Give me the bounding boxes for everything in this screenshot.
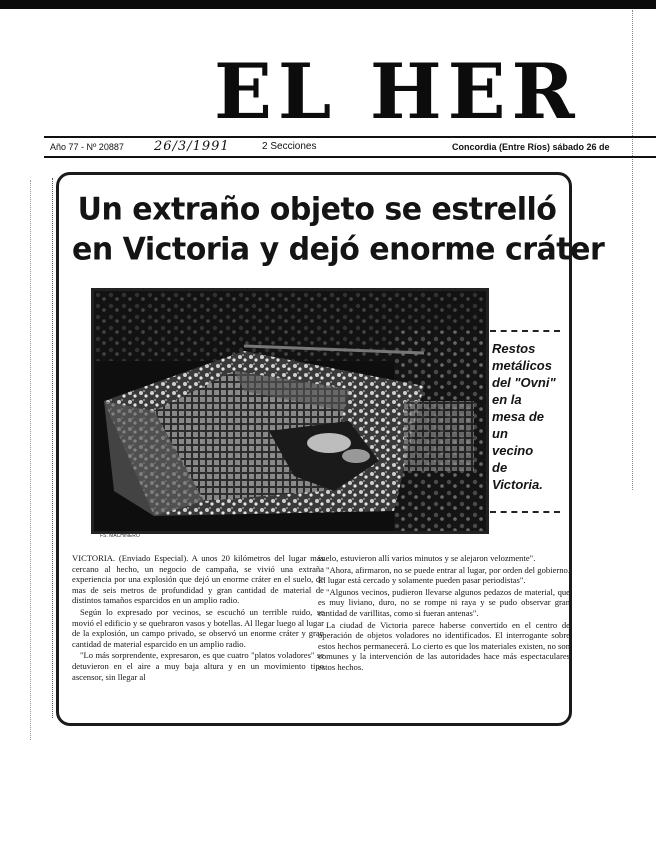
caption-line: un <box>492 426 508 441</box>
caption-bottom-rule <box>490 511 560 513</box>
scan-margin-mark <box>30 180 37 740</box>
caption-top-rule <box>490 330 560 332</box>
article-paragraph: "Lo más sorprendente, expresaron, es que cuatro "platos voladores" se detuvieron en el aire a muy baja altura y en un movimiento tipo ascensor, sin llegar al <box>72 650 324 682</box>
article-paragraph: Según lo expresado por vecinos, se escuchó un terrible ruido, se movió el edificio y se quebraron vasos y botellas. Al llegar luego al lugar de la explosión, un campo privado, se observó un enorme cráter y gran cantidad de material esparcido en un amplio radio. <box>72 606 324 649</box>
caption-line: de <box>492 460 508 475</box>
caption-line: Restos <box>492 341 536 356</box>
caption-line: mesa de <box>492 409 545 424</box>
issue-number: Año 77 - Nº 20887 <box>50 142 124 152</box>
handwritten-date: 26/3/1991 <box>154 139 230 154</box>
caption-line: Victoria. <box>492 477 543 492</box>
caption-line: del "Ovni" <box>492 375 556 390</box>
photo-caption <box>492 340 564 493</box>
article-column-left <box>72 553 324 683</box>
article-photo <box>91 288 489 534</box>
sections-count: 2 Secciones <box>262 141 317 152</box>
article-paragraph: La ciudad de Victoria parece haberse convertido en el centro de operación de objetos voladores no identificados. El interrogante sobre estos hechos permanecerá. Lo cierto es que los materiales existen, no son comunes y la intervención de las autoridades hace más espectaculares estos hechos. <box>318 619 570 672</box>
article-paragraph: suelo, estuvieron allí varios minutos y se alejaron velozmente". <box>318 553 536 563</box>
article-column-right <box>318 553 570 674</box>
article-headline <box>72 190 605 270</box>
headline-line-1: Un extraño objeto se estrelló <box>77 191 557 228</box>
caption-line: metálicos <box>492 358 552 373</box>
photo-metal-debris-image <box>94 291 486 531</box>
article-paragraph: "Ahora, afirmaron, no se puede entrar al lugar, por orden del gobierno. El lugar está cercado y solamente pueden pasar periodistas". <box>318 564 570 586</box>
photo-credit: FS. MACHINERO <box>100 533 140 539</box>
article-paragraph: VICTORIA. (Enviado Especial). A unos 20 kilómetros del lugar más cercano al hecho, un negocio de campaña, se vivió una extraña experiencia por una explosión que dejó un enorme cráter en el suelo, de mas de seis metros de profundidad y gran cantidad de material de distintos tamaños esparcidos en un amplio radio. <box>72 553 324 606</box>
newspaper-masthead: EL HER <box>214 52 581 132</box>
place-and-date: Concordia (Entre Ríos) sábado 26 de <box>452 142 610 152</box>
caption-line: vecino <box>492 443 534 458</box>
article-paragraph: "Algunos vecinos, pudieron llevarse algunos pedazos de material, que es muy liviano, duro, no se rompe ni raya y se pudo observar gran cantidad de varillitas, como si fueran antenas". <box>318 586 570 618</box>
headline-line-2: en Victoria y dejó enorme cráter <box>72 231 605 268</box>
scan-top-border <box>0 0 656 9</box>
dateline-bar <box>44 136 656 158</box>
caption-line: en la <box>492 392 522 407</box>
